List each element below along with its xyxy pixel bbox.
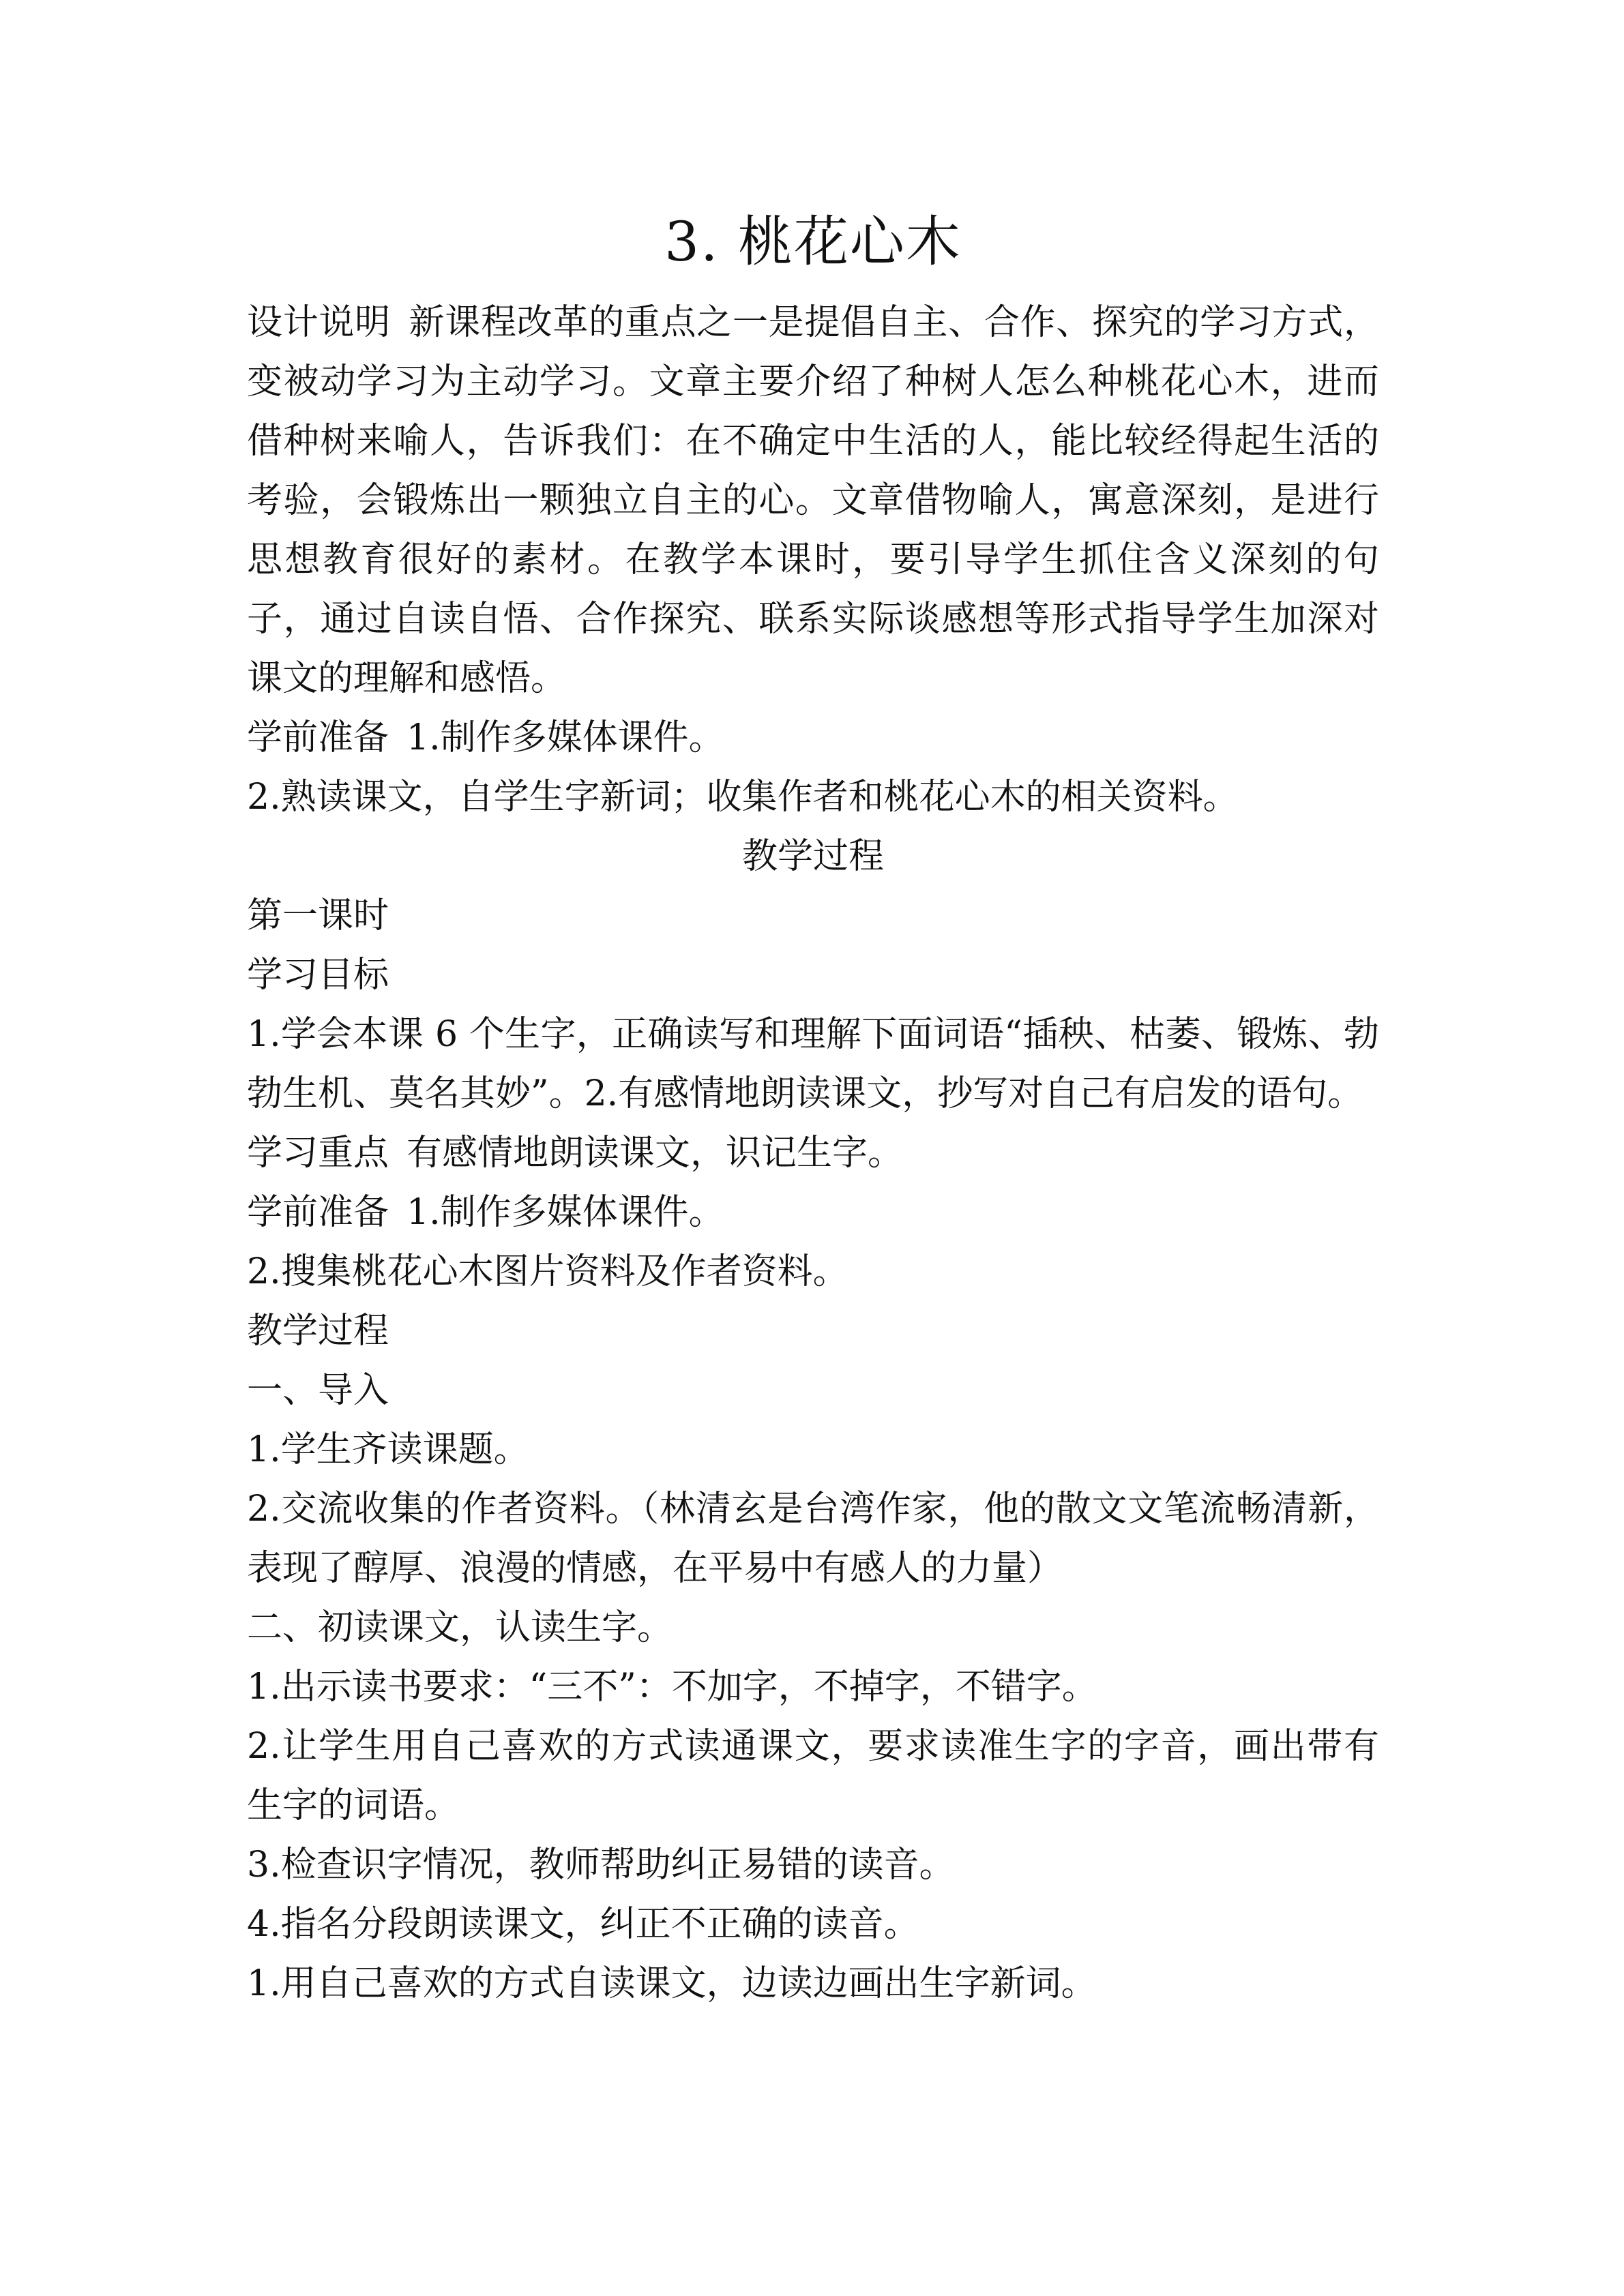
lesson-prep-item-2: 2.搜集桃花心木图片资料及作者资料。 — [247, 1251, 848, 1292]
process-heading: 教学过程 — [741, 836, 884, 877]
section-2-heading: 二、初读课文，认读生字。 — [247, 1607, 673, 1648]
section-2-item-2: 2.让学生用自己喜欢的方式读通课文，要求读准生字的字音，画出带有生字的词语。 — [247, 1726, 1379, 1826]
document-page — [247, 205, 1379, 2014]
design-notes-text: 新课程改革的重点之一是提倡自主、合作、探究的学习方式，变被动学习为主动学习。文章主要介绍了种树人怎么种桃花心木，进而借种树来喻人，告诉我们：在不确定中生活的人，能比较经得起生活的考验，会锻炼出一颗独立自主的心。文章借物喻人，寓意深刻，是进行思想教育很好的素材。在教学本课时，要引导学生抓住含义深刻的句子，通过自读自悟、合作探究、联系实际谈感想等形式指导学生加深对课文的理解和感悟。 — [247, 302, 1379, 699]
prep-label: 学前准备 — [247, 717, 389, 758]
prep-item-2: 2.熟读课文，自学生字新词；收集作者和桃花心木的相关资料。 — [247, 777, 1239, 818]
focus-line — [247, 1124, 1379, 1183]
prep-line-1 — [247, 709, 1379, 768]
goals-text: 1.学会本课 6 个生字，正确读写和理解下面词语“插秧、枯萎、锻炼、勃勃生机、莫名其妙”。2.有感情地朗读课文，抄写对自己有启发的语句。 — [247, 1014, 1379, 1114]
goals-label: 学习目标 — [247, 955, 389, 996]
lesson-process-label: 教学过程 — [247, 1311, 389, 1352]
section-2-item-5: 1.用自己喜欢的方式自读课文，边读边画出生字新词。 — [247, 1963, 1097, 2004]
lesson-prep-label: 学前准备 — [247, 1192, 389, 1233]
section-2-item-4: 4.指名分段朗读课文，纠正不正确的读音。 — [247, 1904, 919, 1945]
prep-item-1: 1.制作多媒体课件。 — [407, 717, 724, 758]
lesson-prep-item-1: 1.制作多媒体课件。 — [407, 1192, 724, 1233]
focus-text: 有感情地朗读课文，识记生字。 — [407, 1133, 904, 1174]
section-1-item-2: 2.交流收集的作者资料。（林清玄是台湾作家，他的散文文笔流畅清新，表现了醇厚、浪漫的情感，在平易中有感人的力量） — [247, 1489, 1379, 1589]
section-1-item-1: 1.学生齐读课题。 — [247, 1429, 529, 1470]
lesson-heading: 第一课时 — [247, 895, 389, 936]
lesson-prep-line-1 — [247, 1183, 1379, 1242]
section-1-heading: 一、导入 — [247, 1370, 389, 1411]
design-notes — [247, 293, 1379, 709]
section-2-item-1: 1.出示读书要求：“三不”：不加字，不掉字，不错字。 — [247, 1667, 1097, 1708]
document-title: 3. 桃花心木 — [664, 210, 962, 273]
design-notes-label: 设计说明 — [247, 302, 391, 343]
focus-label: 学习重点 — [247, 1133, 389, 1174]
section-2-item-3: 3.检查识字情况，教师帮助纠正易错的读音。 — [247, 1845, 955, 1885]
